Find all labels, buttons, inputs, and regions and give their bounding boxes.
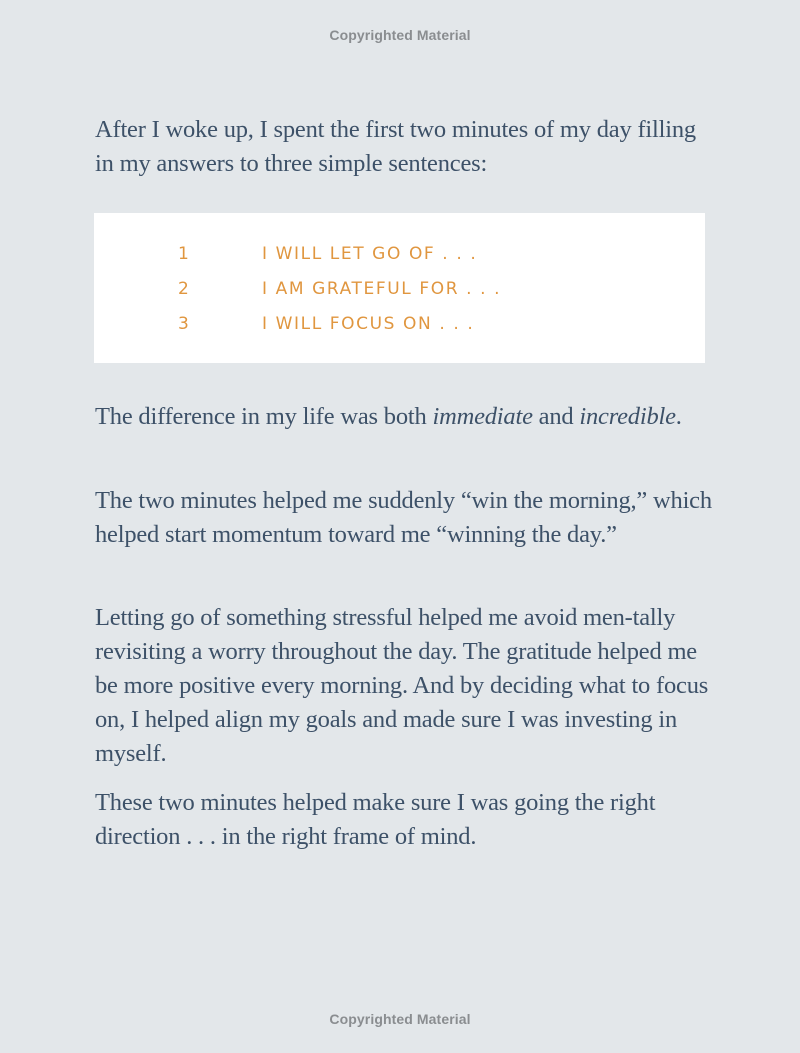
prompt-number: 2 — [178, 279, 191, 299]
emphasis-immediate: immediate — [432, 403, 533, 430]
prompt-box — [94, 213, 705, 363]
prompt-text: I WILL FOCUS ON . . . — [262, 314, 475, 334]
copyright-watermark-top: Copyrighted Material — [329, 27, 471, 43]
prompt-item — [94, 279, 705, 303]
difference-lead: The difference in my life was both — [95, 403, 433, 430]
emphasis-incredible: incredible — [579, 403, 676, 430]
intro-paragraph: After I woke up, I spent the first two minutes of my day filling in my answers to three simple sentences: — [95, 116, 696, 177]
difference-joiner: and — [532, 403, 580, 430]
letting-go-paragraph: Letting go of something stressful helped me avoid men-tally revisiting a worry throughout the day. The gratitude helped me be more positive every morning. And by deciding what to focus on, I helped align my goals and made sure I was investing in myself. — [95, 604, 709, 767]
two-minutes-paragraph: The two minutes helped me suddenly “win the morning,” which helped start momentum toward me “winning the day.” — [95, 487, 712, 548]
copyright-watermark-bottom: Copyrighted Material — [329, 1011, 471, 1027]
difference-end: . — [675, 403, 682, 430]
difference-paragraph — [95, 400, 715, 434]
prompt-item — [94, 244, 705, 268]
these-two-minutes-paragraph: These two minutes helped make sure I was going the right direction . . . in the right frame of mind. — [95, 789, 656, 850]
prompt-text: I WILL LET GO OF . . . — [262, 244, 478, 264]
prompt-number: 3 — [178, 314, 191, 334]
prompt-number: 1 — [178, 244, 191, 264]
prompt-item — [94, 314, 705, 338]
prompt-text: I AM GRATEFUL FOR . . . — [262, 279, 502, 299]
